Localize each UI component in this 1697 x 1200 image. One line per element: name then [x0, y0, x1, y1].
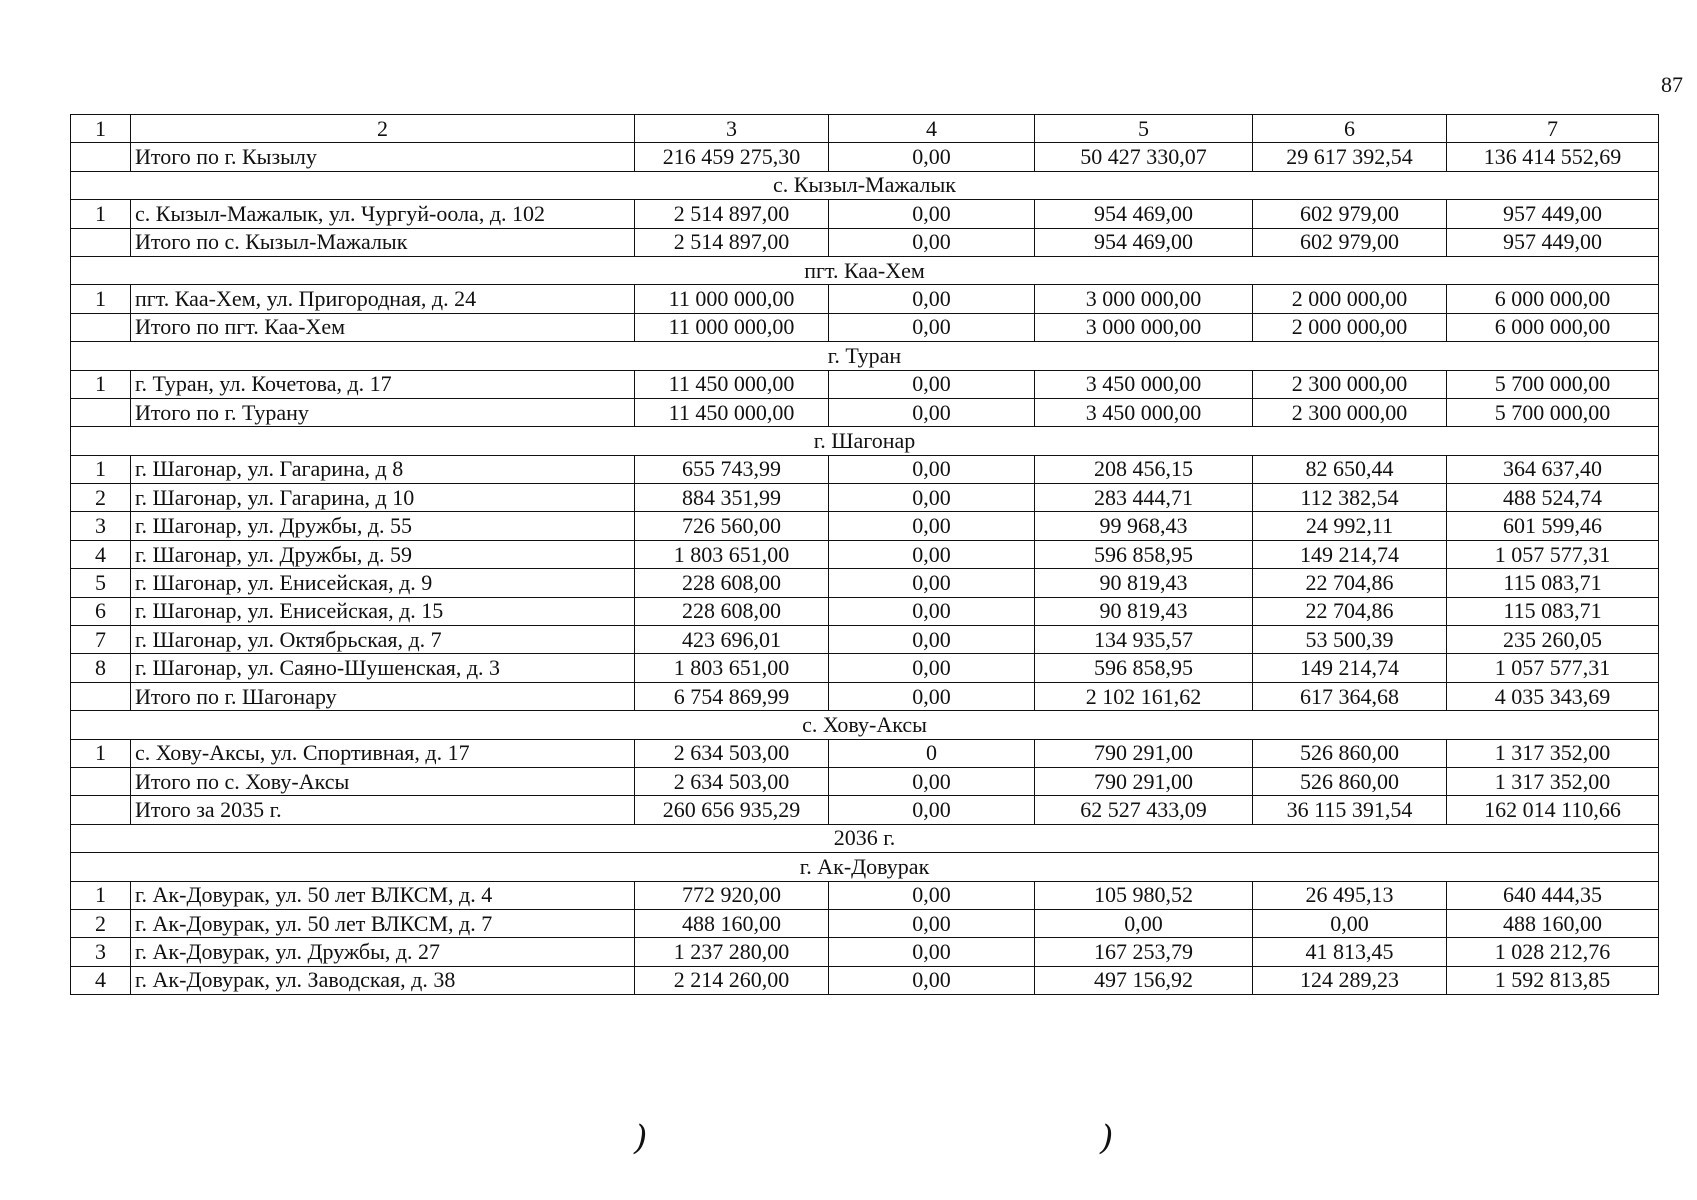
value-cell-col7: 115 083,71 — [1447, 597, 1659, 625]
value-cell-col4: 0,00 — [829, 370, 1035, 398]
value-cell-col5: 105 980,52 — [1035, 881, 1253, 909]
row-number: 5 — [71, 569, 131, 597]
value-cell-col6: 29 617 392,54 — [1253, 143, 1447, 171]
value-cell-col3: 2 634 503,00 — [635, 739, 829, 767]
value-cell-col3: 655 743,99 — [635, 455, 829, 483]
section-title: 2036 г. — [71, 824, 1659, 852]
table-row — [71, 370, 1659, 398]
value-cell-col5: 50 427 330,07 — [1035, 143, 1253, 171]
section-title: с. Хову-Аксы — [71, 711, 1659, 739]
row-number — [71, 228, 131, 256]
value-cell-col7: 162 014 110,66 — [1447, 796, 1659, 824]
value-cell-col5: 497 156,92 — [1035, 966, 1253, 994]
table-row — [71, 540, 1659, 568]
value-cell-col5: 790 291,00 — [1035, 739, 1253, 767]
header-cell: 2 — [131, 115, 635, 143]
row-address: г. Шагонар, ул. Енисейская, д. 9 — [131, 569, 635, 597]
row-number — [71, 313, 131, 341]
total-row — [71, 767, 1659, 795]
value-cell-col4: 0,00 — [829, 796, 1035, 824]
value-cell-col6: 112 382,54 — [1253, 484, 1447, 512]
row-number: 1 — [71, 455, 131, 483]
table-row — [71, 285, 1659, 313]
value-cell-col3: 1 803 651,00 — [635, 654, 829, 682]
value-cell-col4: 0,00 — [829, 881, 1035, 909]
value-cell-col3: 2 514 897,00 — [635, 200, 829, 228]
value-cell-col3: 11 450 000,00 — [635, 370, 829, 398]
value-cell-col3: 216 459 275,30 — [635, 143, 829, 171]
value-cell-col6: 526 860,00 — [1253, 739, 1447, 767]
value-cell-col7: 1 592 813,85 — [1447, 966, 1659, 994]
value-cell-col7: 136 414 552,69 — [1447, 143, 1659, 171]
row-address: пгт. Каа-Хем, ул. Пригородная, д. 24 — [131, 285, 635, 313]
value-cell-col6: 149 214,74 — [1253, 540, 1447, 568]
value-cell-col3: 2 634 503,00 — [635, 767, 829, 795]
row-number: 1 — [71, 200, 131, 228]
row-number: 4 — [71, 966, 131, 994]
value-cell-col4: 0,00 — [829, 682, 1035, 710]
row-number: 6 — [71, 597, 131, 625]
value-cell-col5: 596 858,95 — [1035, 654, 1253, 682]
row-number: 4 — [71, 540, 131, 568]
total-row — [71, 143, 1659, 171]
table-row — [71, 569, 1659, 597]
value-cell-col7: 488 160,00 — [1447, 909, 1659, 937]
value-cell-col6: 2 000 000,00 — [1253, 285, 1447, 313]
row-address: Итого по с. Хову-Аксы — [131, 767, 635, 795]
value-cell-col4: 0,00 — [829, 455, 1035, 483]
value-cell-col6: 22 704,86 — [1253, 569, 1447, 597]
row-address: Итого за 2035 г. — [131, 796, 635, 824]
row-address: г. Ак-Довурак, ул. 50 лет ВЛКСМ, д. 4 — [131, 881, 635, 909]
section-title: г. Туран — [71, 342, 1659, 370]
value-cell-col4: 0,00 — [829, 512, 1035, 540]
value-cell-col5: 3 000 000,00 — [1035, 285, 1253, 313]
row-number: 1 — [71, 881, 131, 909]
value-cell-col7: 235 260,05 — [1447, 626, 1659, 654]
value-cell-col7: 1 317 352,00 — [1447, 767, 1659, 795]
row-number: 3 — [71, 512, 131, 540]
value-cell-col3: 488 160,00 — [635, 909, 829, 937]
row-number: 2 — [71, 909, 131, 937]
value-cell-col5: 3 450 000,00 — [1035, 370, 1253, 398]
value-cell-col7: 601 599,46 — [1447, 512, 1659, 540]
value-cell-col4: 0,00 — [829, 569, 1035, 597]
value-cell-col3: 772 920,00 — [635, 881, 829, 909]
row-number — [71, 398, 131, 426]
table-row — [71, 966, 1659, 994]
value-cell-col5: 0,00 — [1035, 909, 1253, 937]
section-row — [71, 256, 1659, 284]
header-cell: 5 — [1035, 115, 1253, 143]
table-row — [71, 455, 1659, 483]
row-address: г. Шагонар, ул. Енисейская, д. 15 — [131, 597, 635, 625]
value-cell-col4: 0,00 — [829, 654, 1035, 682]
row-number: 8 — [71, 654, 131, 682]
table-row — [71, 654, 1659, 682]
header-row — [71, 115, 1659, 143]
value-cell-col6: 602 979,00 — [1253, 200, 1447, 228]
row-number — [71, 143, 131, 171]
header-cell: 6 — [1253, 115, 1447, 143]
value-cell-col4: 0,00 — [829, 909, 1035, 937]
header-cell: 7 — [1447, 115, 1659, 143]
value-cell-col4: 0,00 — [829, 228, 1035, 256]
row-number — [71, 767, 131, 795]
table-row — [71, 200, 1659, 228]
value-cell-col6: 53 500,39 — [1253, 626, 1447, 654]
row-address: г. Ак-Довурак, ул. Дружбы, д. 27 — [131, 938, 635, 966]
value-cell-col5: 283 444,71 — [1035, 484, 1253, 512]
value-cell-col3: 11 000 000,00 — [635, 285, 829, 313]
row-address: Итого по г. Кызылу — [131, 143, 635, 171]
value-cell-col6: 149 214,74 — [1253, 654, 1447, 682]
value-cell-col4: 0,00 — [829, 626, 1035, 654]
value-cell-col7: 6 000 000,00 — [1447, 285, 1659, 313]
value-cell-col6: 2 300 000,00 — [1253, 370, 1447, 398]
row-address: Итого по с. Кызыл-Мажалык — [131, 228, 635, 256]
value-cell-col6: 526 860,00 — [1253, 767, 1447, 795]
row-number: 3 — [71, 938, 131, 966]
value-cell-col3: 1 803 651,00 — [635, 540, 829, 568]
value-cell-col5: 2 102 161,62 — [1035, 682, 1253, 710]
value-cell-col7: 1 028 212,76 — [1447, 938, 1659, 966]
row-address: с. Кызыл-Мажалык, ул. Чургуй-оола, д. 102 — [131, 200, 635, 228]
value-cell-col4: 0,00 — [829, 966, 1035, 994]
total-row — [71, 228, 1659, 256]
value-cell-col7: 364 637,40 — [1447, 455, 1659, 483]
value-cell-col6: 602 979,00 — [1253, 228, 1447, 256]
value-cell-col5: 90 819,43 — [1035, 597, 1253, 625]
table-row — [71, 881, 1659, 909]
table-row — [71, 938, 1659, 966]
value-cell-col7: 488 524,74 — [1447, 484, 1659, 512]
scan-mark-left: ) — [634, 1118, 648, 1158]
value-cell-col6: 36 115 391,54 — [1253, 796, 1447, 824]
row-number: 1 — [71, 285, 131, 313]
value-cell-col3: 228 608,00 — [635, 597, 829, 625]
value-cell-col7: 4 035 343,69 — [1447, 682, 1659, 710]
value-cell-col4: 0,00 — [829, 597, 1035, 625]
header-cell: 3 — [635, 115, 829, 143]
row-address: г. Шагонар, ул. Дружбы, д. 55 — [131, 512, 635, 540]
value-cell-col3: 2 514 897,00 — [635, 228, 829, 256]
value-cell-col3: 726 560,00 — [635, 512, 829, 540]
section-row — [71, 342, 1659, 370]
total-row — [71, 682, 1659, 710]
section-title: пгт. Каа-Хем — [71, 256, 1659, 284]
row-address: г. Шагонар, ул. Гагарина, д 8 — [131, 455, 635, 483]
value-cell-col5: 596 858,95 — [1035, 540, 1253, 568]
value-cell-col4: 0,00 — [829, 938, 1035, 966]
section-row — [71, 853, 1659, 881]
row-number: 1 — [71, 370, 131, 398]
value-cell-col6: 26 495,13 — [1253, 881, 1447, 909]
row-address: Итого по пгт. Каа-Хем — [131, 313, 635, 341]
value-cell-col5: 790 291,00 — [1035, 767, 1253, 795]
scan-mark-right: ) — [1100, 1118, 1114, 1158]
table-row — [71, 626, 1659, 654]
header-cell: 4 — [829, 115, 1035, 143]
total-row — [71, 796, 1659, 824]
table-row — [71, 909, 1659, 937]
value-cell-col5: 3 450 000,00 — [1035, 398, 1253, 426]
value-cell-col4: 0,00 — [829, 313, 1035, 341]
value-cell-col4: 0,00 — [829, 767, 1035, 795]
row-number: 2 — [71, 484, 131, 512]
row-address: г. Шагонар, ул. Саяно-Шушенская, д. 3 — [131, 654, 635, 682]
row-address: Итого по г. Турану — [131, 398, 635, 426]
value-cell-col7: 1 057 577,31 — [1447, 654, 1659, 682]
value-cell-col3: 11 450 000,00 — [635, 398, 829, 426]
row-address: г. Ак-Довурак, ул. 50 лет ВЛКСМ, д. 7 — [131, 909, 635, 937]
value-cell-col4: 0 — [829, 739, 1035, 767]
section-row — [71, 824, 1659, 852]
value-cell-col3: 423 696,01 — [635, 626, 829, 654]
value-cell-col3: 228 608,00 — [635, 569, 829, 597]
value-cell-col7: 115 083,71 — [1447, 569, 1659, 597]
row-address: г. Туран, ул. Кочетова, д. 17 — [131, 370, 635, 398]
value-cell-col3: 1 237 280,00 — [635, 938, 829, 966]
section-row — [71, 427, 1659, 455]
row-address: г. Шагонар, ул. Дружбы, д. 59 — [131, 540, 635, 568]
value-cell-col6: 82 650,44 — [1253, 455, 1447, 483]
row-number: 1 — [71, 739, 131, 767]
value-cell-col4: 0,00 — [829, 285, 1035, 313]
row-address: Итого по г. Шагонару — [131, 682, 635, 710]
value-cell-col4: 0,00 — [829, 143, 1035, 171]
table-row — [71, 597, 1659, 625]
value-cell-col7: 957 449,00 — [1447, 228, 1659, 256]
value-cell-col6: 2 300 000,00 — [1253, 398, 1447, 426]
section-title: г. Шагонар — [71, 427, 1659, 455]
value-cell-col4: 0,00 — [829, 200, 1035, 228]
value-cell-col7: 957 449,00 — [1447, 200, 1659, 228]
section-row — [71, 171, 1659, 199]
value-cell-col3: 11 000 000,00 — [635, 313, 829, 341]
value-cell-col5: 954 469,00 — [1035, 200, 1253, 228]
value-cell-col7: 6 000 000,00 — [1447, 313, 1659, 341]
total-row — [71, 398, 1659, 426]
value-cell-col3: 6 754 869,99 — [635, 682, 829, 710]
row-address: г. Шагонар, ул. Гагарина, д 10 — [131, 484, 635, 512]
value-cell-col5: 134 935,57 — [1035, 626, 1253, 654]
section-title: с. Кызыл-Мажалык — [71, 171, 1659, 199]
value-cell-col6: 2 000 000,00 — [1253, 313, 1447, 341]
value-cell-col5: 954 469,00 — [1035, 228, 1253, 256]
section-title: г. Ак-Довурак — [71, 853, 1659, 881]
table-row — [71, 484, 1659, 512]
value-cell-col3: 260 656 935,29 — [635, 796, 829, 824]
value-cell-col7: 1 317 352,00 — [1447, 739, 1659, 767]
value-cell-col6: 0,00 — [1253, 909, 1447, 937]
row-number: 7 — [71, 626, 131, 654]
header-cell: 1 — [71, 115, 131, 143]
value-cell-col3: 884 351,99 — [635, 484, 829, 512]
section-row — [71, 711, 1659, 739]
total-row — [71, 313, 1659, 341]
value-cell-col7: 5 700 000,00 — [1447, 370, 1659, 398]
value-cell-col7: 1 057 577,31 — [1447, 540, 1659, 568]
value-cell-col4: 0,00 — [829, 540, 1035, 568]
value-cell-col5: 99 968,43 — [1035, 512, 1253, 540]
value-cell-col5: 3 000 000,00 — [1035, 313, 1253, 341]
value-cell-col5: 90 819,43 — [1035, 569, 1253, 597]
page-number: 87 — [1661, 72, 1683, 97]
value-cell-col3: 2 214 260,00 — [635, 966, 829, 994]
row-address: г. Ак-Довурак, ул. Заводская, д. 38 — [131, 966, 635, 994]
value-cell-col5: 167 253,79 — [1035, 938, 1253, 966]
row-number — [71, 796, 131, 824]
value-cell-col6: 22 704,86 — [1253, 597, 1447, 625]
value-cell-col7: 640 444,35 — [1447, 881, 1659, 909]
table-row — [71, 739, 1659, 767]
row-address: с. Хову-Аксы, ул. Спортивная, д. 17 — [131, 739, 635, 767]
value-cell-col4: 0,00 — [829, 484, 1035, 512]
value-cell-col6: 124 289,23 — [1253, 966, 1447, 994]
value-cell-col5: 208 456,15 — [1035, 455, 1253, 483]
value-cell-col6: 41 813,45 — [1253, 938, 1447, 966]
table-row — [71, 512, 1659, 540]
value-cell-col5: 62 527 433,09 — [1035, 796, 1253, 824]
row-number — [71, 682, 131, 710]
value-cell-col4: 0,00 — [829, 398, 1035, 426]
value-cell-col6: 24 992,11 — [1253, 512, 1447, 540]
row-address: г. Шагонар, ул. Октябрьская, д. 7 — [131, 626, 635, 654]
value-cell-col7: 5 700 000,00 — [1447, 398, 1659, 426]
budget-table — [70, 114, 1659, 995]
value-cell-col6: 617 364,68 — [1253, 682, 1447, 710]
